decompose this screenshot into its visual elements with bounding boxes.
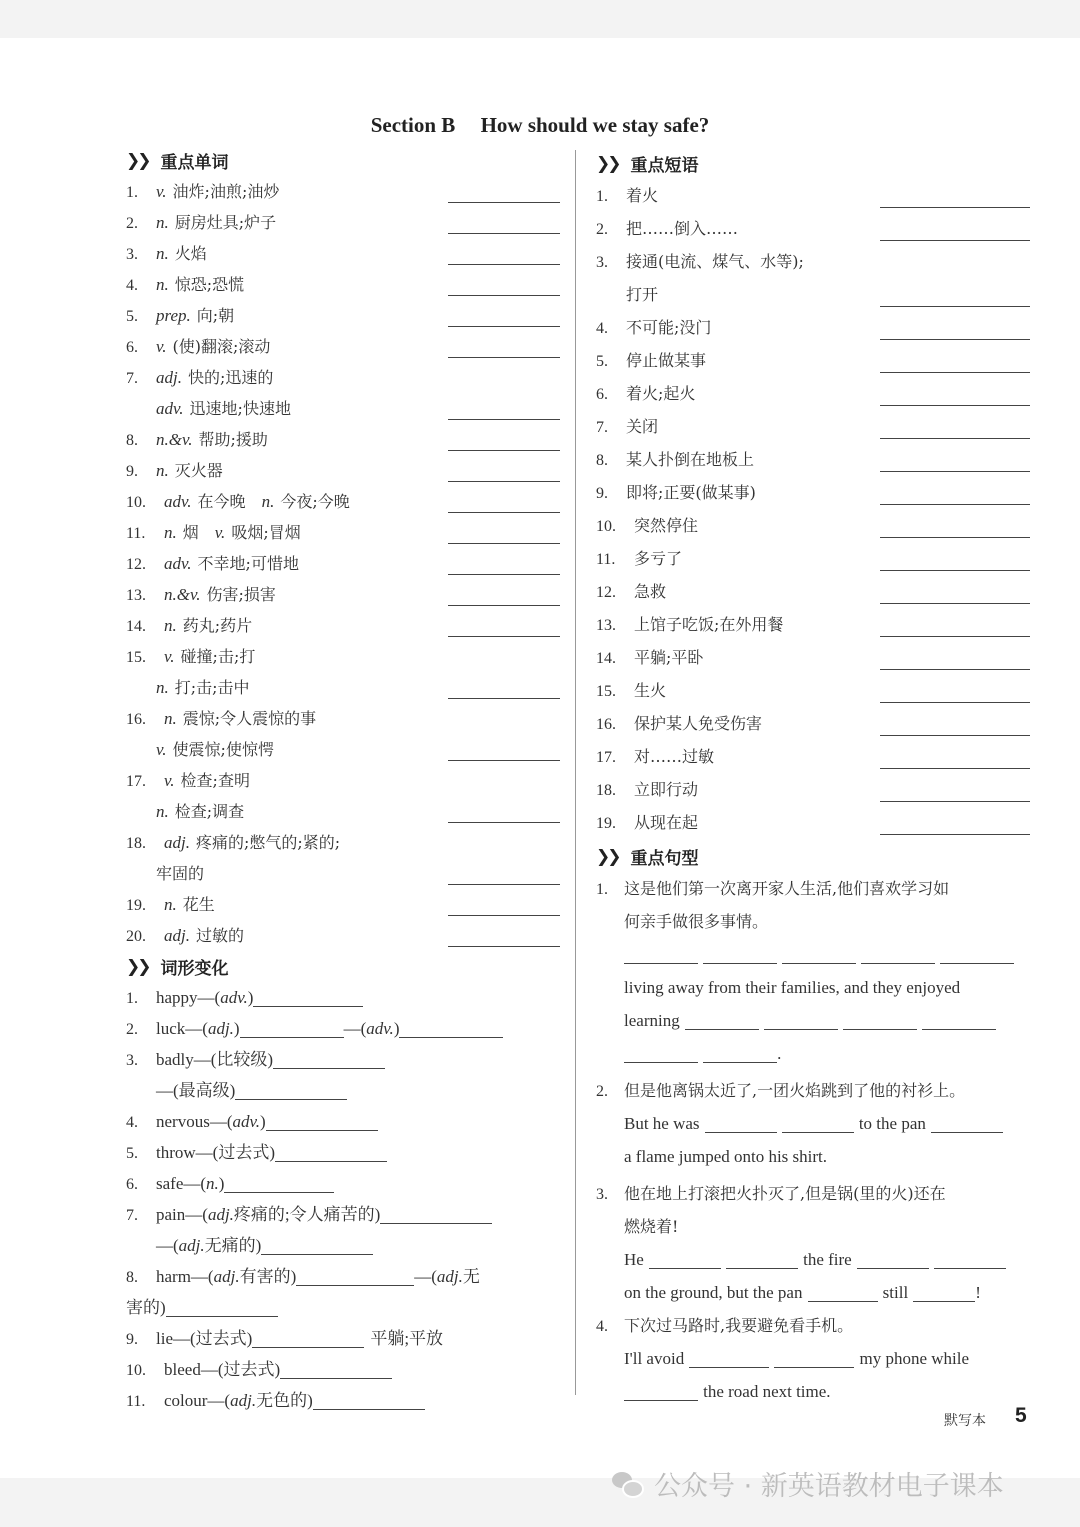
answer-line[interactable] — [880, 768, 1030, 769]
answer-line[interactable] — [448, 450, 560, 451]
answer-blank[interactable] — [399, 1017, 503, 1038]
vocab-item: 牢固的 — [126, 858, 562, 889]
phrase-item: 2. 把……倒入…… — [596, 212, 1034, 245]
vocab-item: 5. prep. 向;朝 — [126, 300, 562, 331]
answer-line[interactable] — [448, 233, 560, 234]
answer-blank[interactable] — [764, 1009, 838, 1030]
phrase-item: 6. 着火;起火 — [596, 377, 1034, 410]
answer-line[interactable] — [880, 537, 1030, 538]
answer-line[interactable] — [448, 760, 560, 761]
word-form-item: —(adj.无痛的) — [126, 1230, 562, 1261]
answer-blank[interactable] — [253, 986, 363, 1007]
answer-line[interactable] — [880, 339, 1030, 340]
phrase-item: 8. 某人扑倒在地板上 — [596, 443, 1034, 476]
word-form-item: 11. colour—(adj.无色的) — [126, 1385, 562, 1416]
answer-line[interactable] — [880, 504, 1030, 505]
vocab-item: 19. n. 花生 — [126, 889, 562, 920]
phrase-list — [596, 179, 1034, 839]
top-scan-band — [0, 0, 1080, 38]
section-label: Section B — [370, 113, 456, 137]
answer-blank[interactable] — [224, 1172, 334, 1193]
double-chevron-icon: ❯❯ — [596, 153, 619, 174]
answer-blank[interactable] — [266, 1110, 378, 1131]
answer-blank[interactable] — [861, 943, 935, 964]
vocab-item: 16. n. 震惊;令人震惊的事 — [126, 709, 317, 728]
vocab-item: 9. n. 灭火器 — [126, 455, 562, 486]
answer-blank[interactable] — [703, 1042, 777, 1063]
word-form-item: 7. pain—(adj.疼痛的;令人痛苦的) — [126, 1199, 562, 1230]
vocab-item: 8. n.&v. 帮助;援助 — [126, 424, 562, 455]
answer-line[interactable] — [448, 419, 560, 420]
vocab-item: adv. 迅速地;快速地 — [126, 393, 562, 424]
phrase-item: 3. 接通(电流、煤气、水等); — [596, 252, 804, 271]
answer-line[interactable] — [880, 438, 1030, 439]
sentence-item: 3. 他在地上打滚把火扑灭了,但是锅(里的火)还在 — [596, 1184, 946, 1203]
answer-line[interactable] — [448, 326, 560, 327]
answer-line[interactable] — [880, 603, 1030, 604]
phrase-item: 10. 突然停住 — [596, 509, 1034, 542]
word-form-item: 6. safe—(n.) — [126, 1168, 562, 1199]
answer-blank[interactable] — [931, 1112, 1003, 1133]
vocab-item: 7. adj. 快的;迅速的 — [126, 368, 274, 387]
answer-line[interactable] — [448, 264, 560, 265]
phrase-item: 4. 不可能;没门 — [596, 311, 1034, 344]
phrase-item: 13. 上馆子吃饭;在外用餐 — [596, 608, 1034, 641]
double-chevron-icon: ❯❯ — [596, 846, 619, 867]
phrase-item: 12. 急救 — [596, 575, 1034, 608]
vocab-item: 18. adj. 疼痛的;憋气的;紧的; — [126, 833, 341, 852]
vocab-item: 15. v. 碰撞;击;打 — [126, 647, 256, 666]
word-form-item: 害的) — [126, 1292, 562, 1323]
answer-blank[interactable] — [624, 943, 698, 964]
answer-line[interactable] — [448, 512, 560, 513]
phrase-item: 14. 平躺;平卧 — [596, 641, 1034, 674]
vocab-item: 14. n. 药丸;药片 — [126, 610, 562, 641]
answer-blank[interactable] — [934, 1248, 1006, 1269]
answer-line[interactable] — [880, 636, 1030, 637]
phrase-item: 9. 即将;正要(做某事) — [596, 476, 1034, 509]
answer-line[interactable] — [448, 574, 560, 575]
answer-line[interactable] — [880, 570, 1030, 571]
answer-blank[interactable] — [705, 1112, 777, 1133]
vocab-heading: ❯❯ 重点单词 — [126, 150, 229, 173]
answer-line[interactable] — [880, 207, 1030, 208]
word-forms-heading: ❯❯ 词形变化 — [126, 956, 229, 979]
answer-line[interactable] — [880, 240, 1030, 241]
answer-line[interactable] — [880, 801, 1030, 802]
page-number: 5 — [1015, 1404, 1027, 1427]
phrase-item: 5. 停止做某事 — [596, 344, 1034, 377]
footer-label: 默写本 — [944, 1413, 986, 1429]
vocab-item: 2. n. 厨房灶具;炉子 — [126, 207, 562, 238]
answer-line[interactable] — [880, 405, 1030, 406]
answer-line[interactable] — [448, 946, 560, 947]
answer-blank[interactable] — [857, 1248, 929, 1269]
word-form-item: 9. lie—(过去式) 平躺;平放 — [126, 1329, 444, 1348]
answer-blank[interactable] — [261, 1234, 373, 1255]
answer-blank[interactable] — [913, 1281, 975, 1302]
vocab-item: 6. v. (使)翻滚;滚动 — [126, 331, 562, 362]
answer-blank[interactable] — [685, 1009, 759, 1030]
answer-blank[interactable] — [273, 1048, 385, 1069]
answer-blank[interactable] — [782, 943, 856, 964]
word-form-item: 3. badly—(比较级) — [126, 1044, 562, 1075]
answer-line[interactable] — [880, 372, 1030, 373]
answer-blank[interactable] — [774, 1347, 854, 1368]
phrase-item: 7. 关闭 — [596, 410, 1034, 443]
answer-line[interactable] — [880, 834, 1030, 835]
answer-blank[interactable] — [380, 1203, 492, 1224]
answer-line[interactable] — [448, 605, 560, 606]
phrase-item: 17. 对……过敏 — [596, 740, 1034, 773]
answer-blank[interactable] — [808, 1281, 878, 1302]
answer-line[interactable] — [448, 636, 560, 637]
answer-line[interactable] — [448, 357, 560, 358]
answer-blank[interactable] — [240, 1017, 344, 1038]
vocab-item: n. 打;击;击中 — [126, 672, 562, 703]
answer-line[interactable] — [880, 306, 1030, 307]
double-chevron-icon: ❯❯ — [126, 150, 149, 171]
left-column — [126, 145, 562, 1416]
sentence-item: 4. 下次过马路时,我要避免看手机。 — [596, 1316, 854, 1335]
answer-line[interactable] — [880, 669, 1030, 670]
word-form-item: 4. nervous—(adv.) — [126, 1106, 562, 1137]
answer-blank[interactable] — [296, 1265, 414, 1286]
answer-blank[interactable] — [166, 1296, 278, 1317]
word-form-item: 1. happy—(adv.) — [126, 982, 562, 1013]
answer-blank[interactable] — [782, 1112, 854, 1133]
phrase-item: 1. 着火 — [596, 179, 1034, 212]
wechat-icon — [612, 1472, 642, 1496]
phrases-heading: ❯❯ 重点短语 — [596, 153, 699, 176]
vocab-item: 11. n. 烟 v. 吸烟;冒烟 — [126, 517, 562, 548]
vocab-item: 1. v. 油炸;油煎;油炒 — [126, 176, 562, 207]
word-form-item: 8. harm—(adj.有害的) —(adj.无 — [126, 1267, 480, 1286]
answer-line[interactable] — [880, 471, 1030, 472]
page-title — [0, 113, 1080, 138]
vocab-item: 12. adv. 不幸地;可惜地 — [126, 548, 562, 579]
sentences-heading: ❯❯ 重点句型 — [596, 846, 699, 869]
word-form-item: 2. luck—(adj.) —(adv.) — [126, 1013, 562, 1044]
answer-blank[interactable] — [280, 1358, 392, 1379]
answer-blank[interactable] — [313, 1389, 425, 1410]
answer-line[interactable] — [448, 884, 560, 885]
answer-blank[interactable] — [843, 1009, 917, 1030]
word-form-item: —(最高级) — [126, 1075, 562, 1106]
double-chevron-icon: ❯❯ — [126, 956, 149, 977]
word-form-item: 5. throw—(过去式) — [126, 1137, 562, 1168]
sentence-list: 1. 这是他们第一次离开家人生活,他们喜欢学习如 何亲手做很多事情。 living away from their families, and they enjoyed learning . 2. 但是他离锅太近了,一团火焰跳到了他的衬衫上。 But he was to the pan a flame jumped onto his shirt. 3. 他在地上打滚把火扑灭了,但是锅(里的火)还在 燃烧着! He the fire on the ground, but the pan still ! 4. 下次过马路时,我要避免看手机。 I'll avoid my phone while the road next time. — [596, 872, 1034, 1408]
vocab-item: 3. n. 火焰 — [126, 238, 562, 269]
answer-blank[interactable] — [940, 943, 1014, 964]
answer-line[interactable] — [448, 543, 560, 544]
answer-blank[interactable] — [624, 1042, 698, 1063]
column-divider — [575, 150, 576, 1395]
answer-blank[interactable] — [235, 1079, 347, 1100]
answer-blank[interactable] — [726, 1248, 798, 1269]
answer-line[interactable] — [448, 295, 560, 296]
answer-blank[interactable] — [689, 1347, 769, 1368]
watermark: 公众号 · 新英语教材电子课本 — [612, 1464, 1004, 1503]
section-question: How should we stay safe? — [480, 113, 710, 137]
phrase-item: 15. 生火 — [596, 674, 1034, 707]
answer-blank[interactable] — [703, 943, 777, 964]
phrase-item: 18. 立即行动 — [596, 773, 1034, 806]
vocab-list — [126, 176, 562, 951]
sentence-item: 1. 这是他们第一次离开家人生活,他们喜欢学习如 — [596, 879, 950, 898]
vocab-item: 20. adj. 过敏的 — [126, 920, 562, 951]
answer-blank[interactable] — [922, 1009, 996, 1030]
answer-line[interactable] — [880, 702, 1030, 703]
phrase-item: 19. 从现在起 — [596, 806, 1034, 839]
word-forms-list — [126, 982, 562, 1416]
vocab-item: 10. adv. 在今晚 n. 今夜;今晚 — [126, 486, 562, 517]
word-form-item: 10. bleed—(过去式) — [126, 1354, 562, 1385]
vocab-item: 4. n. 惊恐;恐慌 — [126, 269, 562, 300]
answer-blank[interactable] — [649, 1248, 721, 1269]
answer-line[interactable] — [448, 698, 560, 699]
answer-blank[interactable] — [252, 1327, 364, 1348]
answer-line[interactable] — [448, 202, 560, 203]
sentence-item: 2. 但是他离锅太近了,一团火焰跳到了他的衬衫上。 — [596, 1081, 966, 1100]
answer-line[interactable] — [448, 915, 560, 916]
answer-line[interactable] — [448, 481, 560, 482]
vocab-item: 13. n.&v. 伤害;损害 — [126, 579, 562, 610]
answer-blank[interactable] — [624, 1380, 698, 1401]
phrase-item: 打开 — [596, 278, 1034, 311]
right-column — [596, 148, 1034, 1408]
answer-line[interactable] — [880, 735, 1030, 736]
phrase-item: 16. 保护某人免受伤害 — [596, 707, 1034, 740]
vocab-item: v. 使震惊;使惊愕 — [126, 734, 562, 765]
answer-line[interactable] — [448, 822, 560, 823]
vocab-item: n. 检查;调查 — [126, 796, 562, 827]
phrase-item: 11. 多亏了 — [596, 542, 1034, 575]
answer-blank[interactable] — [275, 1141, 387, 1162]
vocab-item: 17. v. 检查;查明 — [126, 771, 250, 790]
